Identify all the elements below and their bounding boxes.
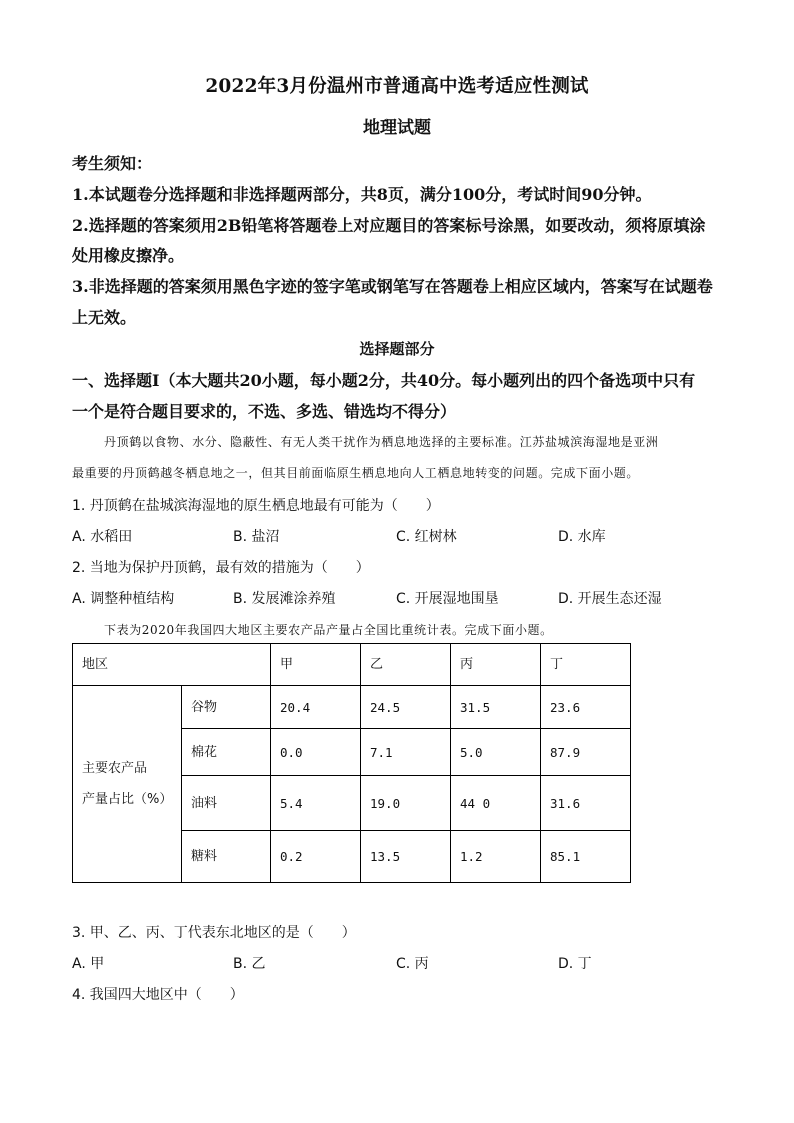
question-2-option-c[interactable]: C. 开展湿地围垦 <box>396 591 499 607</box>
instruction-item-2-line1: 2.选择题的答案须用2B铅笔将答题卷上对应题目的答案标号涂黑，如要改动，须将原填涂 <box>72 216 706 235</box>
question-3-option-a[interactable]: A. 甲 <box>72 956 105 972</box>
agri-output-table <box>72 643 631 883</box>
table-row-name: 油料 <box>182 776 271 831</box>
passage2: 下表为2020年我国四大地区主要农产品产量占全国比重统计表。完成下面小题。 <box>104 623 553 637</box>
instruction-item-1: 1.本试题卷分选择题和非选择题两部分，共8页，满分100分，考试时间90分钟。 <box>72 185 652 204</box>
instruction-item-3-line1: 3.非选择题的答案须用黑色字迹的签字笔或钢笔写在答题卷上相应区域内，答案写在试题卷 <box>72 277 713 296</box>
table-cell: 0.2 <box>271 831 361 883</box>
table-cell: 13.5 <box>361 831 451 883</box>
question-1-option-d[interactable]: D. 水库 <box>558 529 606 545</box>
passage1-line1: 丹顶鹤以食物、水分、隐蔽性、有无人类干扰作为栖息地选择的主要标准。江苏盐城滨海湿地是亚洲 <box>104 435 659 449</box>
table-cell: 87.9 <box>541 729 631 776</box>
question-3-stem: 3. 甲、乙、丙、丁代表东北地区的是（ ） <box>72 925 356 941</box>
table-row-name: 棉花 <box>182 729 271 776</box>
table-cell: 20.4 <box>271 686 361 729</box>
table-header-ding: 丁 <box>541 644 631 686</box>
part1-instructions-line1: 一、选择题Ⅰ（本大题共20小题，每小题2分，共40分。每小题列出的四个备选项中只有 <box>72 371 696 390</box>
table-cell: 5.4 <box>271 776 361 831</box>
table-row-name: 谷物 <box>182 686 271 729</box>
table-cell: 7.1 <box>361 729 451 776</box>
table-category-line1: 主要农产品 <box>82 761 148 776</box>
table-cell: 0.0 <box>271 729 361 776</box>
instruction-item-3-line2: 上无效。 <box>72 308 137 327</box>
table-cell: 31.5 <box>451 686 541 729</box>
exam-subtitle: 地理试题 <box>363 118 431 138</box>
question-3-option-b[interactable]: B. 乙 <box>233 956 266 972</box>
question-3-option-c[interactable]: C. 丙 <box>396 956 429 972</box>
table-header-row <box>73 644 631 686</box>
table-header-jia: 甲 <box>271 644 361 686</box>
table-cell: 24.5 <box>361 686 451 729</box>
table-category-label <box>73 686 182 883</box>
table-cell: 19.0 <box>361 776 451 831</box>
instructions-heading: 考生须知： <box>72 154 153 173</box>
table-cell: 85.1 <box>541 831 631 883</box>
question-3-option-d[interactable]: D. 丁 <box>558 956 592 972</box>
section-title: 选择题部分 <box>359 340 435 358</box>
table-cell: 23.6 <box>541 686 631 729</box>
question-2-option-a[interactable]: A. 调整种植结构 <box>72 591 175 607</box>
table-row <box>73 686 631 729</box>
question-1-option-a[interactable]: A. 水稻田 <box>72 529 133 545</box>
table-header-bing: 丙 <box>451 644 541 686</box>
table-cell: 31.6 <box>541 776 631 831</box>
table-cell: 44 0 <box>451 776 541 831</box>
table-cell: 5.0 <box>451 729 541 776</box>
question-1-option-c[interactable]: C. 红树林 <box>396 529 457 545</box>
passage1-line2: 最重要的丹顶鹤越冬栖息地之一，但其目前面临原生栖息地向人工栖息地转变的问题。完成下面小题。 <box>72 466 640 480</box>
instruction-item-2-line2: 处用橡皮擦净。 <box>72 246 185 265</box>
table-cell: 1.2 <box>451 831 541 883</box>
question-2-option-d[interactable]: D. 开展生态还湿 <box>558 591 662 607</box>
table-category-line2: 产量占比（%） <box>82 792 173 807</box>
part1-instructions-line2: 一个是符合题目要求的，不选、多选、错选均不得分） <box>72 402 457 421</box>
table-row-name: 糖料 <box>182 831 271 883</box>
table-header-yi: 乙 <box>361 644 451 686</box>
question-4-stem: 4. 我国四大地区中（ ） <box>72 987 244 1003</box>
question-1-option-b[interactable]: B. 盐沼 <box>233 529 280 545</box>
exam-title: 2022年3月份温州市普通高中选考适应性测试 <box>205 76 589 97</box>
question-2-option-b[interactable]: B. 发展滩涂养殖 <box>233 591 336 607</box>
table-header-region: 地区 <box>73 644 271 686</box>
question-1-stem: 1. 丹顶鹤在盐城滨海湿地的原生栖息地最有可能为（ ） <box>72 498 440 514</box>
question-2-stem: 2. 当地为保护丹顶鹤，最有效的措施为（ ） <box>72 560 370 576</box>
